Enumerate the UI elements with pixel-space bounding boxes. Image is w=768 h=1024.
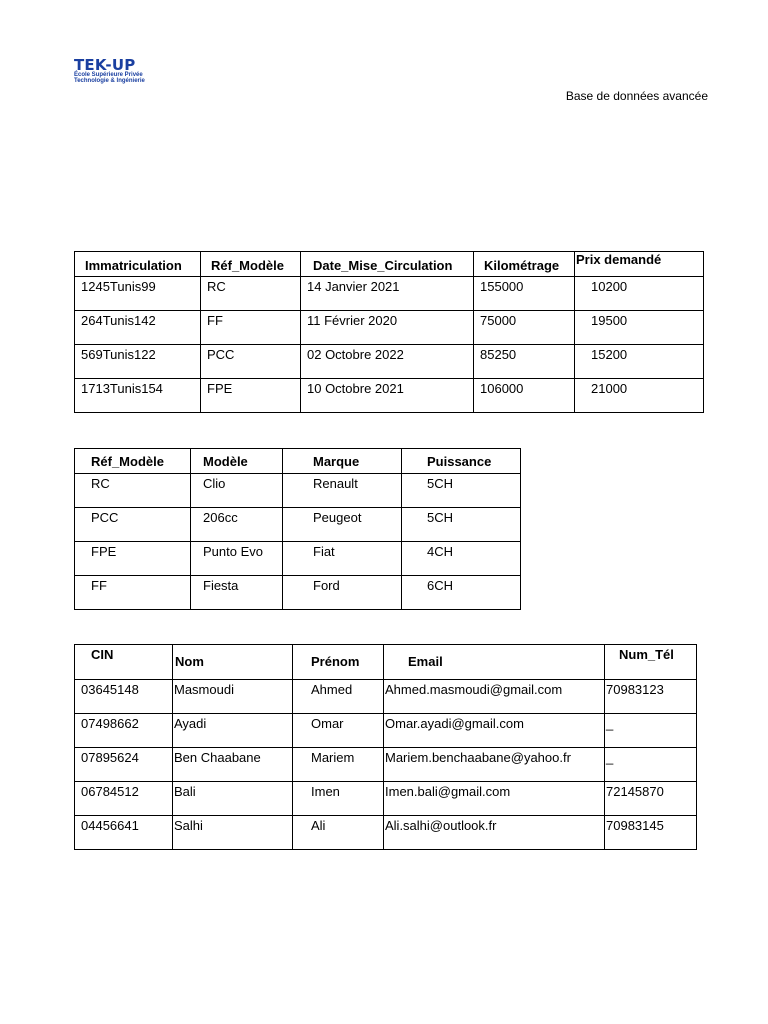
cell-kilometrage: 75000 [474, 311, 575, 345]
table-row [75, 816, 697, 850]
header-nom: Nom [173, 645, 293, 680]
cell-marque: Ford [283, 576, 402, 610]
logo-text: TEK-UP [74, 56, 136, 74]
tekup-logo [70, 56, 160, 90]
cell-nom: Salhi [173, 816, 293, 850]
header-puissance: Puissance [402, 449, 521, 474]
cell-ref-modele: FPE [201, 379, 301, 413]
cell-puissance: 4CH [402, 542, 521, 576]
cell-modele: Punto Evo [191, 542, 283, 576]
header-immatriculation: Immatriculation [75, 252, 201, 277]
table-row [75, 277, 704, 311]
cell-immatriculation: 1245Tunis99 [75, 277, 201, 311]
table-row [75, 542, 521, 576]
cell-modele: Fiesta [191, 576, 283, 610]
header-num-tel: Num_Tél [605, 645, 697, 680]
table-row [75, 379, 704, 413]
table-modeles [74, 448, 521, 610]
table-row [75, 576, 521, 610]
cell-marque: Renault [283, 474, 402, 508]
table-row [75, 345, 704, 379]
table-header-row [75, 645, 697, 680]
cell-prix: 10200 [575, 277, 704, 311]
cell-prix: 21000 [575, 379, 704, 413]
cell-cin: 07498662 [75, 714, 173, 748]
table-row [75, 680, 697, 714]
logo-subtitle: École Supérieure Privée Technologie & Ingénierie [74, 72, 145, 84]
cell-nom: Bali [173, 782, 293, 816]
cell-ref-modele: PCC [75, 508, 191, 542]
table-row [75, 474, 521, 508]
cell-date: 10 Octobre 2021 [301, 379, 474, 413]
cell-modele: Clio [191, 474, 283, 508]
cell-immatriculation: 569Tunis122 [75, 345, 201, 379]
cell-num-tel: 72145870 [605, 782, 697, 816]
cell-prenom: Ali [293, 816, 384, 850]
table-header-row [75, 252, 704, 277]
cell-num-tel: _ [605, 748, 697, 782]
cell-kilometrage: 155000 [474, 277, 575, 311]
cell-prix: 15200 [575, 345, 704, 379]
cell-date: 14 Janvier 2021 [301, 277, 474, 311]
cell-immatriculation: 1713Tunis154 [75, 379, 201, 413]
cell-marque: Fiat [283, 542, 402, 576]
header-prix-demande: Prix demandé [575, 252, 704, 277]
cell-num-tel: 70983145 [605, 816, 697, 850]
cell-marque: Peugeot [283, 508, 402, 542]
course-title: Base de données avancée [565, 89, 708, 103]
cell-email: Omar.ayadi@gmail.com [384, 714, 605, 748]
cell-prenom: Imen [293, 782, 384, 816]
cell-prenom: Ahmed [293, 680, 384, 714]
table-row [75, 748, 697, 782]
table-row [75, 714, 697, 748]
header-marque: Marque [283, 449, 402, 474]
cell-date: 11 Février 2020 [301, 311, 474, 345]
cell-nom: Ayadi [173, 714, 293, 748]
cell-num-tel: 70983123 [605, 680, 697, 714]
cell-kilometrage: 106000 [474, 379, 575, 413]
cell-modele: 206cc [191, 508, 283, 542]
cell-cin: 03645148 [75, 680, 173, 714]
table-voitures [74, 251, 704, 413]
cell-puissance: 6CH [402, 576, 521, 610]
cell-date: 02 Octobre 2022 [301, 345, 474, 379]
cell-cin: 06784512 [75, 782, 173, 816]
cell-prix: 19500 [575, 311, 704, 345]
header-ref-modele: Réf_Modèle [75, 449, 191, 474]
cell-email: Imen.bali@gmail.com [384, 782, 605, 816]
header-prenom: Prénom [293, 645, 384, 680]
table-row [75, 311, 704, 345]
cell-cin: 04456641 [75, 816, 173, 850]
cell-prenom: Omar [293, 714, 384, 748]
cell-num-tel: _ [605, 714, 697, 748]
cell-email: Mariem.benchaabane@yahoo.fr [384, 748, 605, 782]
table-clients [74, 644, 697, 850]
table-row [75, 782, 697, 816]
cell-immatriculation: 264Tunis142 [75, 311, 201, 345]
header-date-mise-circulation: Date_Mise_Circulation [301, 252, 474, 277]
cell-nom: Ben Chaabane [173, 748, 293, 782]
table-row [75, 508, 521, 542]
cell-email: Ahmed.masmoudi@gmail.com [384, 680, 605, 714]
header-ref-modele: Réf_Modèle [201, 252, 301, 277]
cell-cin: 07895624 [75, 748, 173, 782]
cell-nom: Masmoudi [173, 680, 293, 714]
cell-ref-modele: FPE [75, 542, 191, 576]
cell-email: Ali.salhi@outlook.fr [384, 816, 605, 850]
cell-puissance: 5CH [402, 508, 521, 542]
cell-prenom: Mariem [293, 748, 384, 782]
cell-ref-modele: FF [201, 311, 301, 345]
cell-ref-modele: RC [75, 474, 191, 508]
cell-puissance: 5CH [402, 474, 521, 508]
cell-ref-modele: PCC [201, 345, 301, 379]
header-kilometrage: Kilométrage [474, 252, 575, 277]
cell-kilometrage: 85250 [474, 345, 575, 379]
cell-ref-modele: FF [75, 576, 191, 610]
table-header-row [75, 449, 521, 474]
cell-ref-modele: RC [201, 277, 301, 311]
header-cin: CIN [75, 645, 173, 680]
header-modele: Modèle [191, 449, 283, 474]
header-email: Email [384, 645, 605, 680]
